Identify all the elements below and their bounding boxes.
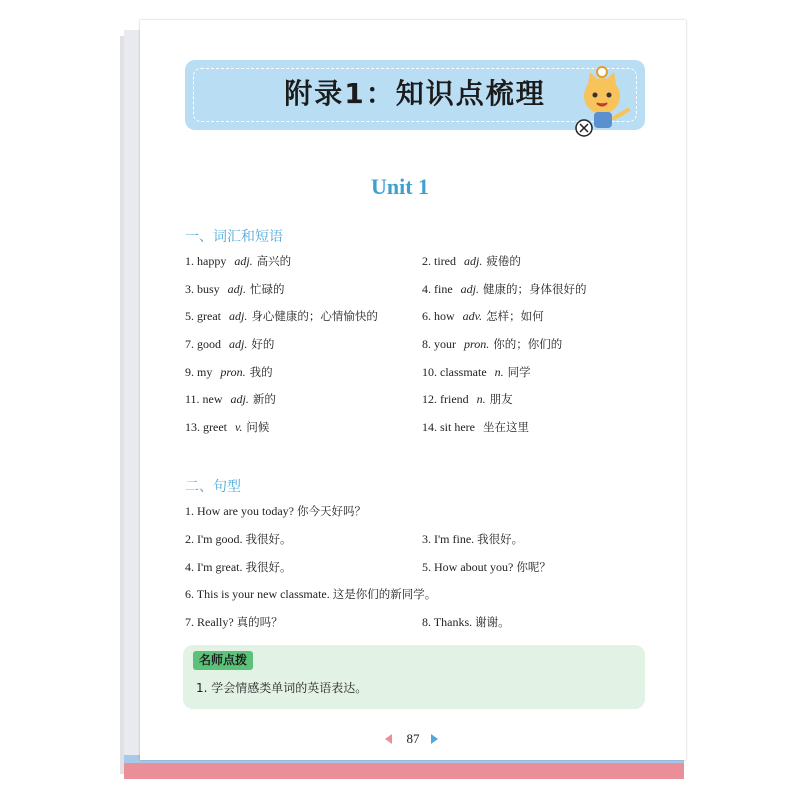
vocab-pos: v. <box>234 420 243 434</box>
vocab-item <box>185 308 378 324</box>
vocab-item <box>422 364 531 380</box>
vocab-item <box>185 336 274 352</box>
sentence-item <box>185 559 291 575</box>
sentence-english: 3. I'm fine. <box>422 532 475 546</box>
vocab-word: 1. happy <box>185 254 227 268</box>
page-title: 附录1：知识点梳理 <box>284 77 546 110</box>
unit-title: Unit 1 <box>370 174 430 199</box>
sentence-item <box>185 586 436 602</box>
page-number: 87 <box>406 731 420 746</box>
vocab-meaning: 忙碌的 <box>250 282 285 296</box>
vocab-item <box>422 253 521 269</box>
vocab-meaning: 身心健康的；心情愉快的 <box>251 309 378 323</box>
vocab-meaning: 问候 <box>246 420 270 434</box>
vocab-item <box>185 391 276 407</box>
vocab-word: 7. good <box>185 337 221 351</box>
vocab-meaning: 新的 <box>252 392 276 406</box>
sentence-english: 2. I'm good. <box>185 532 243 546</box>
vocab-pos: pron. <box>220 365 246 379</box>
vocab-pos: n. <box>494 365 504 379</box>
vocab-meaning: 疲倦的 <box>486 254 521 268</box>
page-number-area <box>385 731 445 747</box>
vocab-word: 12. friend <box>422 392 469 406</box>
vocab-pos: adj. <box>227 282 247 296</box>
vocab-word: 13. greet <box>185 420 227 434</box>
book-edge-pink <box>124 763 684 779</box>
sentence-chinese: 谢谢。 <box>475 615 510 629</box>
sentence-chinese: 我很好。 <box>245 560 292 574</box>
vocab-word: 10. classmate <box>422 365 487 379</box>
vocab-meaning: 朋友 <box>489 392 513 406</box>
sentence-item <box>422 559 551 575</box>
vocab-item <box>185 281 285 297</box>
vocab-item <box>185 253 291 269</box>
vocab-word: 3. busy <box>185 282 220 296</box>
vocab-item <box>422 308 544 324</box>
vocab-pos: adj. <box>460 282 479 296</box>
right-arrow-icon <box>431 734 438 744</box>
sentence-english: 1. How are you today? <box>185 504 294 518</box>
sentence-english: 5. How about you? <box>422 560 514 574</box>
vocab-pos: adj. <box>464 254 483 268</box>
sentence-chinese: 这是你们的新同学。 <box>332 587 437 601</box>
sentence-item <box>185 503 366 519</box>
sentence-english: 4. I'm great. <box>185 560 243 574</box>
left-arrow-icon <box>385 734 392 744</box>
vocab-meaning: 高兴的 <box>256 254 292 268</box>
vocab-pos: adj. <box>230 392 249 406</box>
vocab-pos: adv. <box>462 309 483 323</box>
sentence-chinese: 真的吗？ <box>236 615 283 629</box>
vocab-word: 6. how <box>422 309 455 323</box>
vocab-item <box>422 281 587 297</box>
vocab-meaning: 坐在这里 <box>483 420 529 434</box>
sentence-item <box>422 614 510 630</box>
vocab-meaning: 我的 <box>249 365 273 379</box>
vocab-pos: adj. <box>228 309 248 323</box>
vocab-word: 5. great <box>185 309 221 323</box>
vocab-meaning: 好的 <box>251 337 275 351</box>
vocab-pos: adj. <box>234 254 253 268</box>
sentence-chinese: 你今天好吗？ <box>296 504 366 518</box>
vocab-item <box>185 419 269 435</box>
sentence-chinese: 我很好。 <box>245 532 292 546</box>
vocab-word: 11. new <box>185 392 223 406</box>
vocab-item <box>422 419 529 435</box>
vocab-meaning: 你的；你们的 <box>493 337 563 351</box>
vocab-meaning: 健康的；身体很好的 <box>483 282 587 296</box>
sentence-chinese: 我很好。 <box>477 532 524 546</box>
sentence-english: 8. Thanks. <box>422 615 473 629</box>
vocab-pos: adj. <box>229 337 248 351</box>
sentence-item <box>422 531 523 547</box>
vocab-item <box>422 336 562 352</box>
vocab-meaning: 同学 <box>507 365 531 379</box>
sentences-heading: 二、句型 <box>185 479 241 495</box>
vocab-word: 9. my <box>185 365 213 379</box>
vocab-word: 8. your <box>422 337 456 351</box>
sentence-chinese: 你呢？ <box>516 560 551 574</box>
vocab-pos: pron. <box>464 337 490 351</box>
sentence-item <box>185 614 283 630</box>
teacher-tip-text: 1. 学会情感类单词的英语表达。 <box>196 681 368 695</box>
vocab-pos: n. <box>476 392 486 406</box>
sentence-english: 7. Really? <box>185 615 234 629</box>
sentence-item <box>185 531 292 547</box>
vocab-word: 4. fine <box>422 282 453 296</box>
vocab-word: 2. tired <box>422 254 456 268</box>
vocab-item <box>185 364 273 380</box>
vocab-heading: 一、词汇和短语 <box>185 229 283 245</box>
teacher-tip-label: 名师点拨 <box>193 651 253 670</box>
vocab-word: 14. sit here <box>422 420 475 434</box>
vocab-meaning: 怎样；如何 <box>486 309 544 323</box>
mascot-cat-icon <box>570 62 640 140</box>
vocab-item <box>422 391 513 407</box>
sentence-english: 6. This is your new classmate. <box>185 587 330 601</box>
